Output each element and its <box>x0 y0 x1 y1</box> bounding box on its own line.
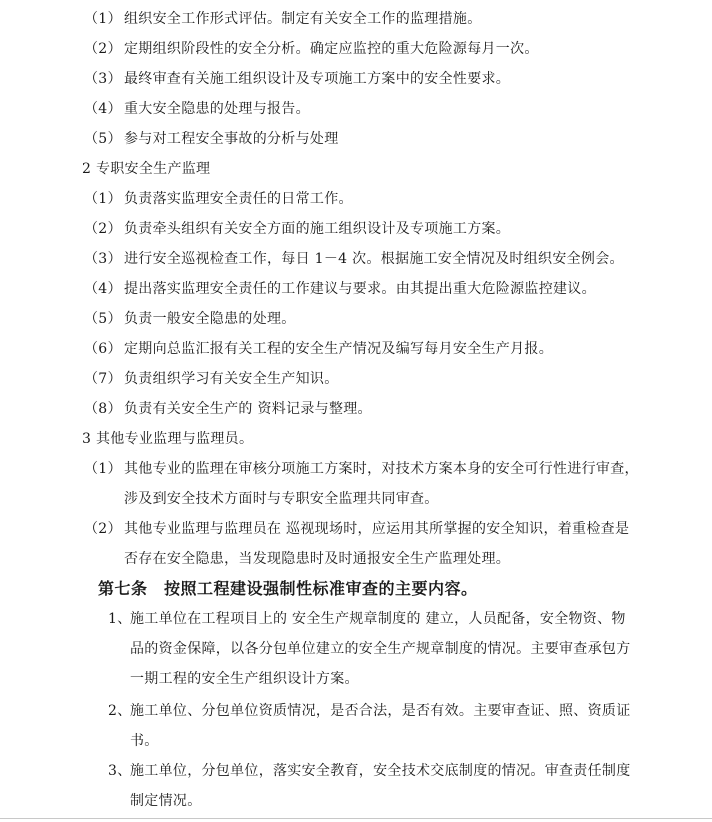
page-bottom-divider <box>0 818 712 819</box>
document-page: （1） 组织安全工作形式评估。制定有关安全工作的监理措施。 （2） 定期组织阶段性的安全分析。确定应监控的重大危险源每月一次。 （3） 最终审查有关施工组织设计及专项施工方案中的安全性要求。 （4） 重大安全隐患的处理与报告。 （5） 参与对工程安全事故的分析与处理 2 专职安全生产监理 （1） 负责落实监理安全责任的日常工作。 （2） 负责牵头组织有关安全方面的施工组织设计及专项施工方案。 （3） 进行安全巡视检查工作，每日 1－4 次。根据施工安全情况及时组织安全例会。 （4） 提出落实监理安全责任的工作建议与要求。由其提出重大危险源监控建议。 （5） 负责一般安全隐患的处理。 （6） 定期向总监汇报有关工程的安全生产情况及编写每月安全生产月报。 （7） 负责组织学习有关安全生产知识。 （8） 负责有关安全生产的 资料记录与整理。 3 其他专业监理与监理员。 （1） 其他专业的监理在审核分项施工方案时，对技术方案本身的安全可行性进行审查， 涉及到安全技术方面时与专职安全监理共同审查。 （2） 其他专业监理与监理员在 巡视现场时，应运用其所掌握的安全知识，着重检查是 否存在安全隐患，当发现隐患时及时通报安全生产监理处理。 第七条 按照工程建设强制性标准审查的主要内容。 1、 施工单位在工程项目上的 安全生产规章制度的 建立，人员配备，安全物资、物 品的资金保障，以各分包单位建立的安全生产规章制度的情况。主要审查承包方 一期工程的安全生产组织设计方案。 2、 施工单位、分包单位资质情况，是否合法，是否有效。主要审查证、照、资质证 书。 3、 施工单位，分包单位，落实安全教育，安全技术交底制度的情况。审查责任制度 制定情况。 <box>0 0 712 822</box>
section-title: 2 专职安全生产监理 <box>82 161 211 177</box>
article-heading: 第七条 按照工程建设强制性标准审查的主要内容。 <box>98 579 478 598</box>
section-title: 3 其他专业监理与监理员。 <box>82 431 254 447</box>
